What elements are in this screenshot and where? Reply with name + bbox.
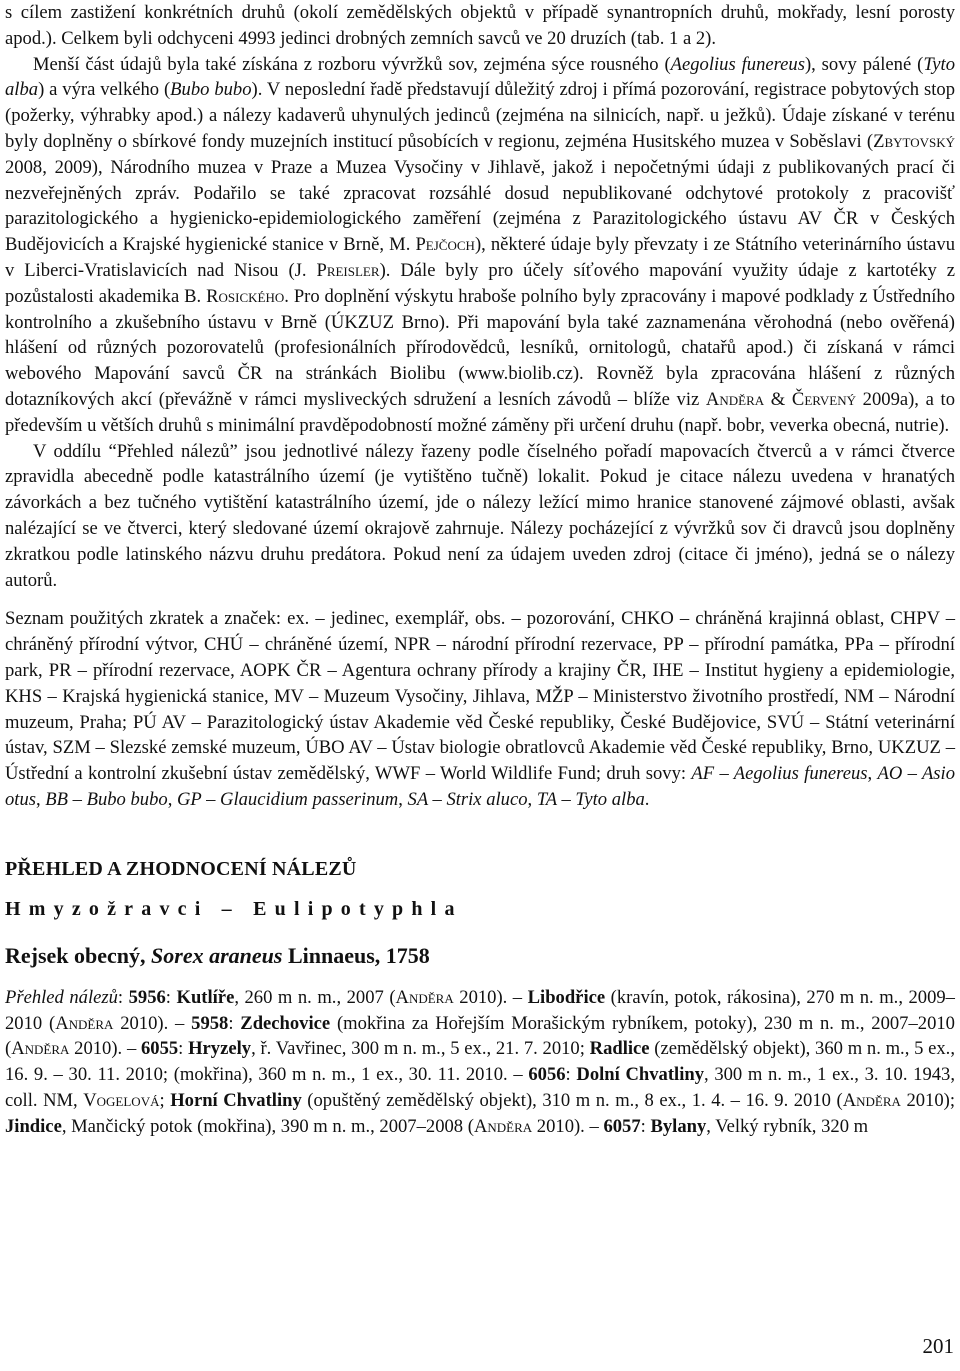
author-name: Anděra	[11, 1038, 70, 1060]
paragraph-text: 2010). –	[113, 1012, 192, 1034]
paragraph-abbreviations	[5, 606, 955, 812]
paragraph-text: ;	[159, 1089, 171, 1111]
paragraph-text: .	[644, 788, 650, 810]
species-latin-name: Sorex araneus	[151, 942, 283, 968]
author-name: Pejčoch	[415, 234, 475, 256]
cadastral-locality: Kutlíře	[176, 986, 235, 1008]
paragraph-text: s cílem zastižení konkrétních druhů (okolí zemědělských objektů v případě synantropních druhů, mokřady, lesní porosty apod.). Celkem byli odchyceni 4993 jedinci drobných zemních savců ve 20 druzích (tab. 1 a 2).	[5, 2, 955, 49]
paragraph-text: Menší část údajů byla také získána z rozboru vývržků sov, zejména sýce rousného (	[33, 53, 671, 75]
paragraph-text: Seznam použitých zkratek a značek: ex. – jedinec, exemplář, obs. – pozorování, CHKO – chráněná krajinná oblast, CHPV – chráněný přírodní výtvor, CHÚ – chráněné území, NPR – národní přírodní rezervace, PP – přírodní památka, PPa – přírodní park, PR – přírodní rezervace, AOPK ČR – Agentura ochrany přírody a krajiny ČR, IHE – Institut hygieny a epidemiologie, KHS – Krajská hygienická stanice, MV – Muzeum Vysočiny, Jihlava, MŽP – Ministerstvo životního prostředí, NM – Národní muzeum, Praha; PÚ AV – Parazitologický ústav Akademie věd České republiky, České Budějovice, SVÚ – Státní veterinární ústav, SZM – Slezské zemské muzeum, ÚBO AV – Ústav biologie obratlovců Akademie věd České republiky, Brno, UKZUZ – Ústřední a kontrolní zkušební ústav zemědělský, WWF – World Wildlife Fund; druh sovy:	[5, 608, 955, 785]
section-heading: PŘEHLED A ZHODNOCENÍ NÁLEZŮ	[5, 857, 357, 880]
paragraph-text: ), sovy pálené (	[804, 53, 924, 75]
paragraph-text: 2010). –	[69, 1038, 141, 1060]
paragraph-text: 2009a), a to především u větších druhů s minimální pravděpodobností možné záměny při určení druhu (např. bobr, veverka obecná, nutrie).	[5, 388, 955, 436]
author-name: Anděra	[395, 986, 454, 1008]
paragraph-findings-list	[5, 985, 955, 1140]
owl-abbreviation: AO – Asio otus	[5, 763, 956, 810]
paragraph-text: :	[165, 986, 177, 1008]
paragraph-methods-intro	[5, 0, 955, 52]
cadastral-locality: Zdechovice	[240, 1012, 331, 1034]
paragraph-text: , ř. Vavřinec, 300 m n. m., 5 ex., 21. 7. 2010;	[251, 1038, 590, 1060]
species-common-name: Rejsek obecný,	[5, 942, 152, 968]
paragraph-text: , 300 m n. m., 1 ex., 3. 10. 1943, coll. NM,	[5, 1064, 956, 1111]
paragraph-text: :	[228, 1012, 241, 1034]
paragraph-text: ,	[867, 763, 878, 785]
author-name: Rosického	[206, 285, 285, 307]
paragraph-text: 2008, 2009), Národního muzea v Praze a Muzea Vysočiny v Jihlavě, jakož i nepočetnými údaji z publikovaných prací či nezveřejněných zpráv. Podařilo se také zpracovat rozsáhlé dosud nepublikované odchytové protokoly z pracovišť parazitologického a hygienicko-epidemiologického zaměření (zejména z Parazitologického ústavu AV ČR v Českých Budějovicích a Krajské hygienické stanice v Brně, M.	[5, 156, 955, 256]
spacer	[5, 593, 955, 606]
paragraph-text: :	[565, 1064, 577, 1086]
owl-abbreviation: AF – Aegolius funereus	[691, 763, 868, 785]
owl-abbreviation: GP – Glaucidium passerinum	[177, 788, 399, 810]
cadastral-locality: Hryzely	[188, 1038, 252, 1060]
paragraph-text: :	[640, 1115, 651, 1137]
species-heading	[5, 941, 955, 971]
cadastral-locality: Libodřice	[527, 986, 606, 1008]
paragraph-text: (mokřina za Hořejším Morašickým rybníkem, potoky), 230 m n. m., 2007–2010 (	[5, 1012, 955, 1060]
paragraph-text: ). V neposlední řadě představují důležitý zdroj i přímá pozorování, registrace pobytových stop (požerky, výhrabky apod.) a nálezy kadaverů uhynulých jedinců (zejména na silnicích, např. u ježků). Údaje získané v terénu byly doplněny o sbírkové fondy muzejních institucí působících v regionu, zejména Husitského muzea v Soběslavi (	[5, 79, 955, 152]
paragraph-text: ) a výra velkého (	[38, 79, 171, 101]
cadastral-locality: Bylany	[650, 1115, 707, 1137]
paragraph-text: &	[764, 388, 792, 410]
paragraph-text: ,	[36, 788, 46, 810]
map-square-number: 5958	[191, 1012, 229, 1034]
paragraph-text: :	[117, 986, 129, 1008]
paragraph-text: ), některé údaje byly převzaty i ze Státního veterinárního ústavu v Liberci-Vratislavicích nad Nisou (J.	[5, 234, 956, 281]
paragraph-text: , 260 m n. m., 2007 (	[234, 986, 396, 1008]
paragraph-records-overview	[5, 439, 955, 594]
paragraph-data-sources	[5, 52, 955, 439]
paragraph-text: ,	[167, 788, 177, 810]
map-square-number: 6055	[140, 1038, 179, 1060]
map-square-number: 6057	[603, 1115, 641, 1137]
species-name: Tyto alba	[5, 53, 955, 101]
cadastral-locality: Horní Chvatliny	[170, 1089, 302, 1111]
findings-label: Přehled nálezů	[5, 986, 118, 1008]
paragraph-text: , Velký rybník, 320 m	[706, 1115, 869, 1137]
author-name: Červený	[791, 388, 857, 410]
author-name: Preisler	[316, 259, 380, 281]
species-name: Bubo bubo	[170, 79, 252, 101]
species-name: Aegolius funereus	[670, 53, 805, 75]
author-name: Zbytovský	[873, 130, 955, 152]
page-number: 201	[922, 1334, 954, 1358]
cadastral-locality: Dolní Chvatliny	[576, 1064, 704, 1086]
owl-abbreviation: BB – Bubo bubo	[45, 788, 168, 810]
cadastral-locality: Jindice	[5, 1115, 62, 1137]
owl-abbreviation: TA – Tyto alba	[536, 788, 645, 810]
paragraph-text: V oddílu “Přehled nálezů” jsou jednotlivé nálezy řazeny podle číselného pořadí mapovacích čtverců a v rámci čtverce zpravidla abecedně podle katastrálního území (je vytištěno tučně) lokalit. Pokud je citace nálezu uvedena v hranatých závorkách a bez tučného vytištění katastrálního území, jde o nálezy ležící mimo hranice stanovené zájmové oblasti, avšak nalézající se ve čtverci, který sledované území okrajově zahrnuje. Nálezy pocházející z vývržků sov či dravců jsou doplněny zkratkou podle latinského názvu druhu predátora. Pokud není za údajem uveden zdroj (citace či jméno), jedná se o nálezy autorů.	[5, 440, 955, 591]
owl-abbreviation: SA – Strix aluco	[407, 788, 528, 810]
paragraph-text: ,	[527, 788, 537, 810]
author-name: Anděra	[842, 1089, 901, 1111]
paragraph-text: (opuštěný zemědělský objekt), 310 m n. m., 8 ex., 1. 4. – 16. 9. 2010 (	[301, 1089, 843, 1111]
author-name: Vogelová	[83, 1089, 160, 1111]
paragraph-text: :	[178, 1038, 189, 1060]
paragraph-text: 2010);	[900, 1089, 955, 1111]
paragraph-text: 2010). –	[453, 986, 528, 1008]
author-name: Anděra	[473, 1115, 533, 1137]
map-square-number: 5956	[128, 986, 166, 1008]
paragraph-text: (kravín, potok, rákosina), 270 m n. m., 2009–2010 (	[5, 986, 955, 1034]
map-square-number: 6056	[528, 1064, 566, 1086]
paragraph-text: ). Dále byly pro účely síťového mapování využity údaje z kartotéky z pozůstalosti akademika B.	[5, 259, 955, 307]
author-name: Anděra	[55, 1012, 114, 1034]
paragraph-text: . Pro doplnění výskytu hraboše polního byly zpracovány i mapové podklady z Ústředního kontrolního a zkušebního ústavu v Brně (ÚKZUZ Brno). Při mapování byla také zaznamenána věrohodná (nebo ověřená) hlášení od různých pozorovatelů (profesionálních přírodovědců, lesníků, ornitologů, chatařů apod.) či získaná v rámci webového Mapování savců ČR na stránkách Biolibu (www.biolib.cz). Rovněž byla zpracována hlášení z různých dotazníkových akcí (převážně v rámci mysliveckých sdružení a lesních závodů – blíže viz	[5, 285, 955, 410]
paragraph-text: , Mančický potok (mokřina), 390 m n. m., 2007–2008 (	[61, 1115, 474, 1137]
paragraph-text: 2010). –	[532, 1115, 604, 1137]
cadastral-locality: Radlice	[589, 1038, 650, 1060]
paragraph-text: (zemědělský objekt), 360 m n. m., 5 ex., 16. 9. – 30. 11. 2010; (mokřina), 360 m n. m., 1 ex., 30. 11. 2010. –	[5, 1038, 955, 1086]
paragraph-text: ,	[398, 788, 408, 810]
order-heading: Hmyzožravci – Eulipotyphla	[5, 897, 463, 920]
author-name: Anděra	[705, 388, 765, 410]
species-authority: Linnaeus, 1758	[282, 942, 430, 968]
document-page	[5, 0, 955, 1139]
